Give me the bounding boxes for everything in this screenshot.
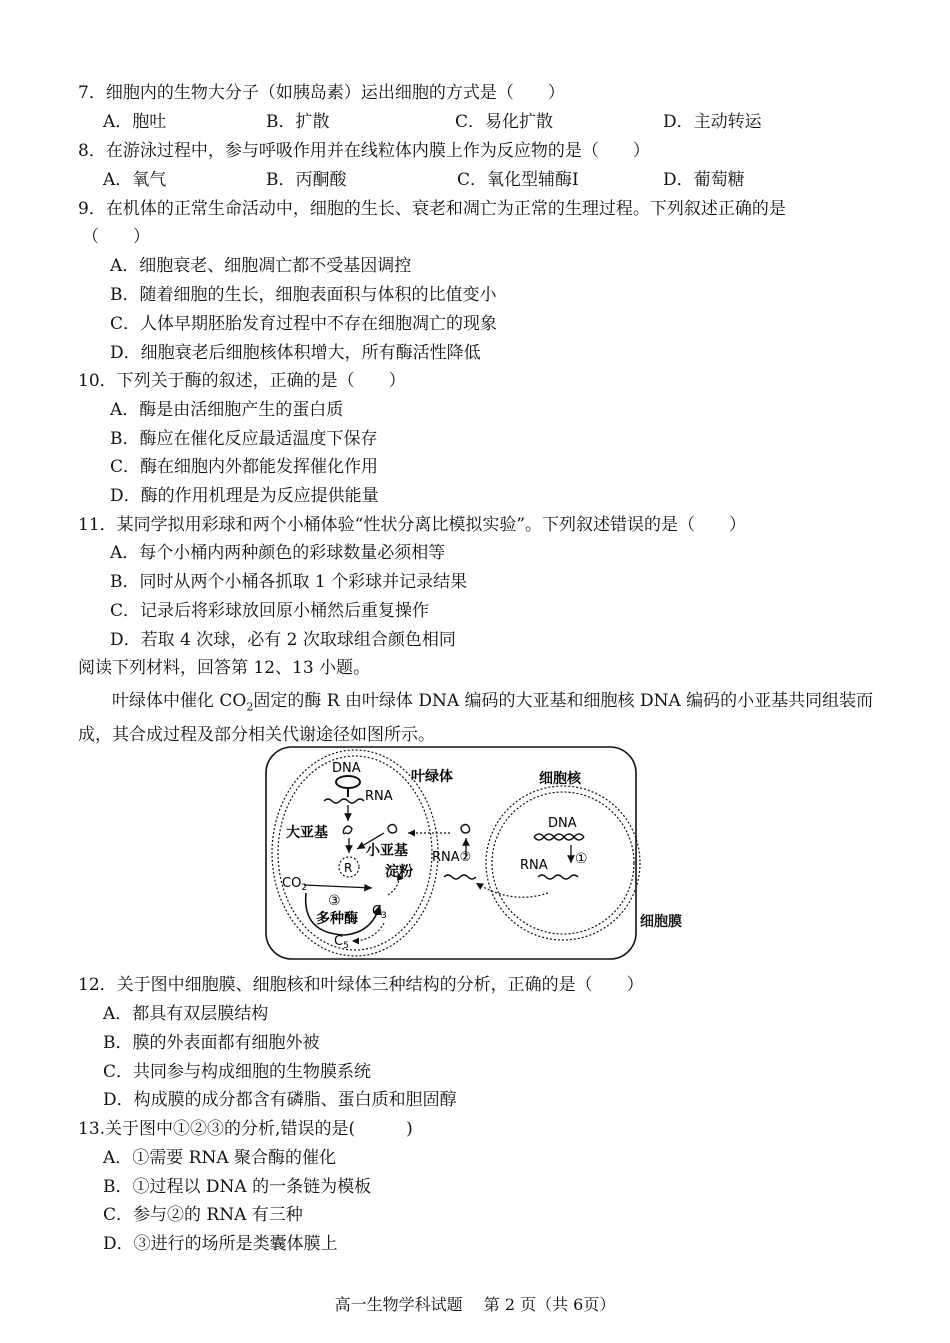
label-chloroplast: 叶绿体 <box>411 769 453 785</box>
label-c3-main: C <box>372 904 382 919</box>
question-8-option-d: D．葡萄糖 <box>663 170 745 190</box>
question-11-option-a: A．每个小桶内两种颜色的彩球数量必须相等 <box>110 543 446 563</box>
nucleus-small-subunit-icon <box>461 825 470 834</box>
question-8-stem: 8．在游泳过程中，参与呼吸作用并在线粒体内膜上作为反应物的是（ ） <box>78 141 650 161</box>
question-13-stem: 13.关于图中①②③的分析,错误的是( ) <box>78 1119 413 1139</box>
question-12-option-a: A．都具有双层膜结构 <box>103 1004 269 1024</box>
question-12-option-d: D．构成膜的成分都含有磷脂、蛋白质和胆固醇 <box>103 1090 457 1110</box>
question-11-option-c: C．记录后将彩球放回原小桶然后重复操作 <box>110 601 430 621</box>
label-starch: 淀粉 <box>385 864 413 880</box>
page-footer: 高一生物学科试题 第 2 页（共 6页） <box>334 1295 616 1314</box>
chloroplast-rna-wave <box>324 799 364 803</box>
question-10-option-d: D．酶的作用机理是为反应提供能量 <box>110 486 379 506</box>
label-nucleus: 细胞核 <box>539 771 581 787</box>
question-8-option-b: B．丙酮酸 <box>266 170 347 190</box>
label-small-subunit: 小亚基 <box>366 843 408 859</box>
label-rna-nucleus: RNA <box>520 858 548 873</box>
material-paragraph-subscript: 2 <box>246 700 254 714</box>
question-9-option-d: D．细胞衰老后细胞核体积增大，所有酶活性降低 <box>110 343 481 363</box>
material-paragraph <box>78 687 878 750</box>
question-13-option-b: B．①过程以 DNA 的一条链为模板 <box>103 1177 372 1197</box>
label-dna-chloroplast: DNA <box>332 761 361 776</box>
question-9-option-a: A．细胞衰老、细胞凋亡都不受基因调控 <box>110 256 412 276</box>
label-c3 <box>372 904 387 921</box>
question-7-option-c: C．易化扩散 <box>455 112 554 132</box>
label-rna-step-2: RNA② <box>432 850 472 865</box>
question-7-option-d: D．主动转运 <box>663 112 762 132</box>
material-paragraph-part2: 固定的酶 R 由叶绿体 DNA 编码的大亚基和细胞核 DNA 编码的小亚基共同组装而成，其合成过程及部分相关代谢途径如图所示。 <box>78 691 874 746</box>
question-12-option-c: C．共同参与构成细胞的生物膜系统 <box>103 1062 372 1082</box>
small-subunit-icon <box>388 825 397 834</box>
label-c5-subscript: 5 <box>343 941 349 951</box>
label-dna-nucleus: DNA <box>548 816 577 831</box>
nucleus-rna-wave <box>538 875 578 879</box>
question-7-option-a: A．胞吐 <box>103 112 167 132</box>
question-9-option-c: C．人体早期胚胎发育过程中不存在细胞凋亡的现象 <box>110 314 498 334</box>
large-subunit-icon <box>343 826 352 834</box>
label-large-subunit: 大亚基 <box>286 825 328 841</box>
question-13-option-a: A．①需要 RNA 聚合酶的催化 <box>103 1148 337 1168</box>
question-10-stem: 10．下列关于酶的叙述，正确的是（ ） <box>78 371 406 391</box>
label-enzymes: 多种酶 <box>316 911 358 927</box>
material-paragraph-part1: 叶绿体中催化 CO <box>112 691 247 711</box>
material-intro: 阅读下列材料，回答第 12、13 小题。 <box>78 658 371 678</box>
question-11-option-d: D．若取 4 次球，必有 2 次取球组合颜色相同 <box>110 630 456 650</box>
label-c5-main: C <box>334 934 344 949</box>
question-9-stem: 9．在机体的正常生命活动中，细胞的生长、衰老和凋亡为正常的生理过程。下列叙述正确的是 <box>78 199 786 219</box>
question-9-option-b: B．随着细胞的生长，细胞表面积与体积的比值变小 <box>110 285 497 305</box>
label-rna-chloroplast: RNA <box>365 789 393 804</box>
label-co2-subscript: 2 <box>301 883 308 893</box>
label-co2-main: CO <box>282 876 302 891</box>
synthesis-diagram <box>262 745 692 965</box>
question-9-stem-bracket: （ ） <box>82 227 150 247</box>
question-7-stem: 7．细胞内的生物大分子（如胰岛素）运出细胞的方式是（ ） <box>78 83 565 103</box>
cytoplasm-rna-wave <box>444 875 476 879</box>
chloroplast-dna-ring <box>336 776 360 788</box>
label-co2 <box>282 876 307 893</box>
label-c5 <box>334 934 349 951</box>
question-8-option-c: C．氧化型辅酶Ⅰ <box>457 170 579 190</box>
question-11-option-b: B．同时从两个小桶各抓取 1 个彩球并记录结果 <box>110 572 468 592</box>
question-12-stem: 12．关于图中细胞膜、细胞核和叶绿体三种结构的分析，正确的是（ ） <box>78 975 644 995</box>
label-step-1: ① <box>575 851 588 867</box>
question-10-option-a: A．酶是由活细胞产生的蛋白质 <box>110 400 344 420</box>
question-13-option-d: D．③进行的场所是类囊体膜上 <box>103 1234 338 1254</box>
question-7-option-b: B．扩散 <box>266 112 330 132</box>
nucleus-inner-envelope <box>492 792 634 934</box>
label-step-3: ③ <box>328 893 341 909</box>
label-c3-subscript: 3 <box>381 911 387 921</box>
question-13-option-c: C．参与②的 RNA 有三种 <box>103 1205 303 1225</box>
label-cell-membrane: 细胞膜 <box>640 914 682 930</box>
question-8-option-a: A．氧气 <box>103 170 167 190</box>
question-10-option-c: C．酶在细胞内外都能发挥催化作用 <box>110 457 379 477</box>
label-r: R <box>344 861 353 875</box>
nucleus-outer-envelope <box>486 786 640 940</box>
question-11-stem: 11．某同学拟用彩球和两个小桶体验“性状分离比模拟实验”。下列叙述错误的是（ ） <box>78 515 747 535</box>
question-10-option-b: B．酶应在催化反应最适温度下保存 <box>110 429 378 449</box>
question-12-option-b: B．膜的外表面都有细胞外被 <box>103 1033 320 1053</box>
